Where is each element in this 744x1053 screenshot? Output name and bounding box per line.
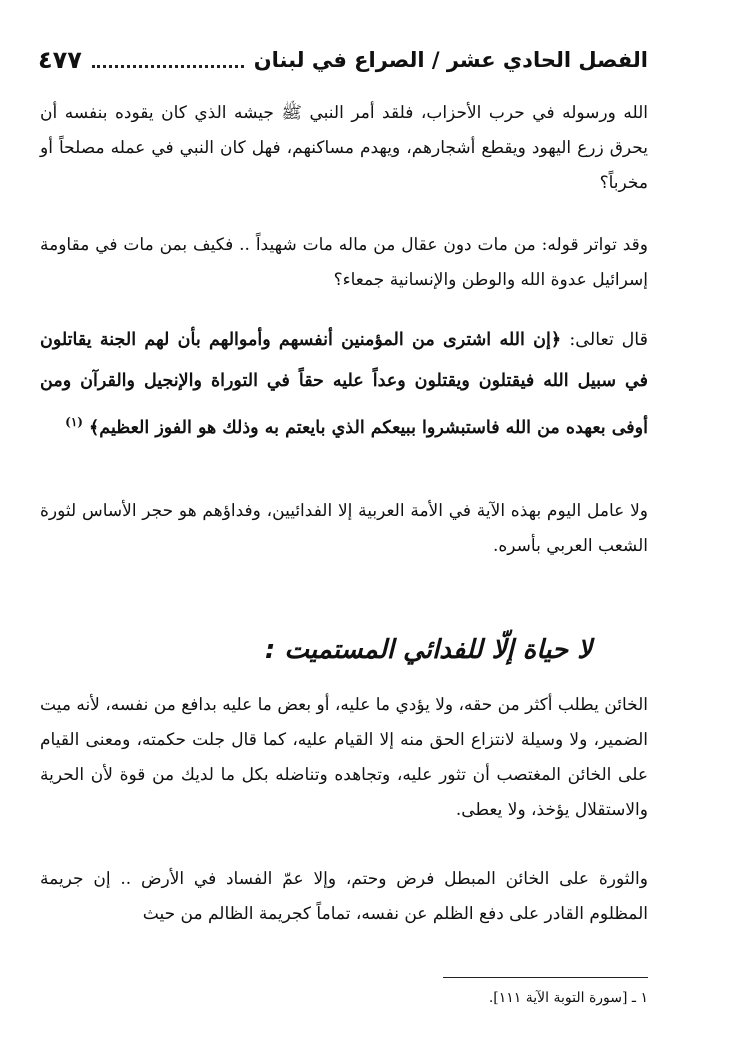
running-header — [38, 38, 648, 82]
chapter-title: الفصل الحادي عشر / الصراع في لبنان — [253, 48, 648, 72]
paragraph-1: الله ورسوله في حرب الأحزاب، فلقد أمر النبي ﷺ جيشه الذي كان يقوده بنفسه أن يحرق زرع اليهود ويقطع أشجارهم، ويهدم مساكنهم، فهل كان النبي في عمله مصلحاً أو مخرباً؟ — [40, 103, 648, 193]
section-heading: لا حياة إلّا للفدائي المستميت : — [264, 635, 592, 665]
paragraph-3-quran-verse — [40, 320, 648, 449]
paragraph-6: والثورة على الخائن المبطل فرض وحتم، وإلا عمّ الفساد في الأرض .. إن جريمة المظلوم القادر على دفع الظلم عن نفسه، تماماً كجريمة الظالم من حيث — [40, 869, 648, 924]
footnote-divider — [443, 977, 648, 978]
page-number: ٤٧٧ — [38, 46, 82, 74]
paragraph-4: ولا عامل اليوم بهذه الآية في الأمة العربية إلا الفدائيين، وفداؤهم هو حجر الأساس لثورة الشعب العربي بأسره. — [40, 501, 648, 556]
verse-text: ﴿إن الله اشترى من المؤمنين أنفسهم وأموالهم بأن لهم الجنة يقاتلون في سبيل الله فيقتلون ويقتلون وعداً عليه حقاً في التوراة والإنجيل والقرآن ومن أوفى بعهده من الله فاستبشروا ببيعكم الذي بايعتم به وذلك هو الفوز العظيم﴾ — [40, 330, 648, 438]
dotted-leader — [92, 53, 244, 68]
paragraph-5: الخائن يطلب أكثر من حقه، ولا يؤدي ما عليه، أو بعض ما عليه بدافع من نفسه، لأنه ميت الضمير، ولا وسيلة لانتزاع الحق منه إلا القيام عليه، كما قال جلت حكمته، ومعنى القيام على الخائن المغتصب أن تثور عليه، وتجاهده وتناضله بكل ما لديك من قوة لأن الحرية والاستقلال يؤخذ، ولا يعطى. — [40, 695, 648, 820]
verse-intro: قال تعالى: — [569, 330, 649, 350]
paragraph-2: وقد تواتر قوله: من مات دون عقال من ماله مات شهيداً .. فكيف بمن مات في مقاومة إسرائيل عدوة الله والوطن والإنسانية جمعاء؟ — [40, 235, 648, 290]
footnote-reference: (١) — [65, 415, 83, 429]
footnote: ١ ـ [سورة التوبة الآية ١١١]. — [488, 990, 648, 1006]
